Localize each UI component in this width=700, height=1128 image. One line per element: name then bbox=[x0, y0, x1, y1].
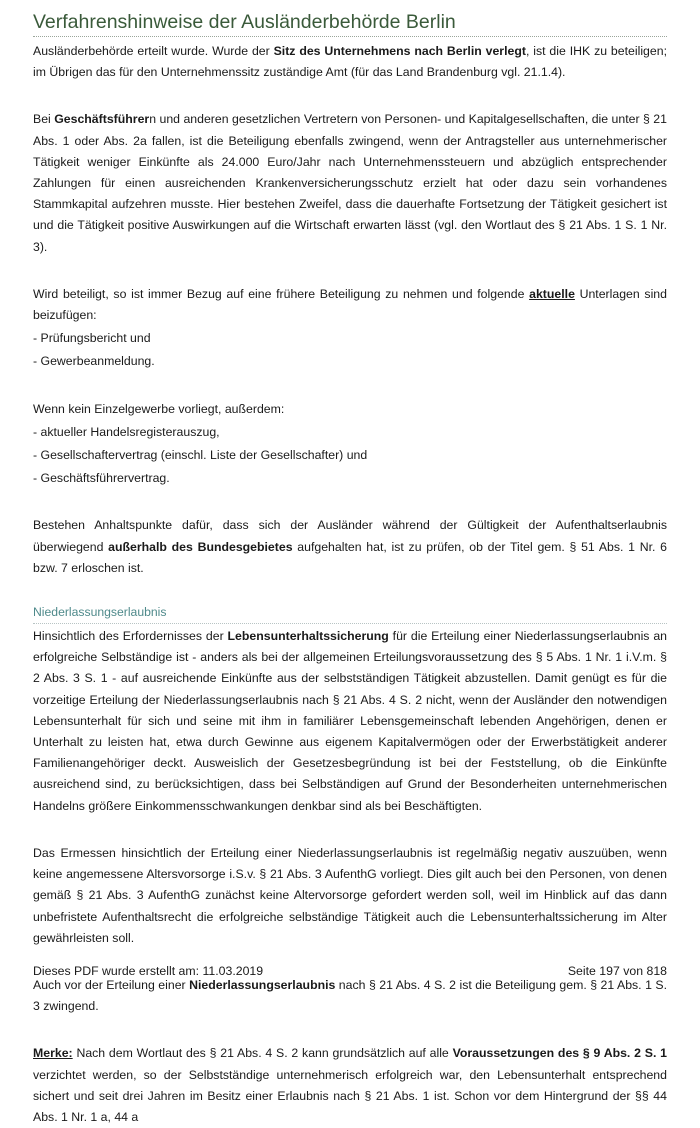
text: aufgehalten hat, ist zu prüfen, ob der Titel gem. § 51 Abs. 1 Nr. 6 bzw. 7 erloschen ist. bbox=[33, 539, 668, 575]
text: verzichtet werden, so der Selbstständige unternehmerisch erfolgreich war, den Lebensunterhalt entsprechend sichert und seit drei Jahren im Besitz einer Erlaubnis nach § 21 Abs. 1 ist. Schon vor dem Hintergrund der §§ 44 Abs. 1 Nr. 1 a, 44 a bbox=[33, 1067, 667, 1124]
emphasis: Voraussetzungen des § 9 Abs. 2 S. 1 bbox=[452, 1046, 667, 1061]
emphasis: Lebensunterhaltssicherung bbox=[227, 629, 389, 644]
list-item: - aktueller Handelsregisterauszug, bbox=[33, 424, 220, 439]
title-divider bbox=[33, 36, 667, 37]
list-item: - Gewerbeanmeldung. bbox=[33, 354, 155, 369]
text: nach § 21 Abs. 4 S. 2 ist die Beteiligung gem. § 21 Abs. 1 S. 3 zwingend. bbox=[33, 977, 667, 1014]
emphasis: Sitz des Unternehmens nach Berlin verlegt bbox=[273, 44, 526, 58]
text: Ausländerbehörde erteilt wurde. Wurde der bbox=[33, 44, 274, 58]
text: Wird beteiligt, so ist immer Bezug auf eine frühere Beteiligung zu nehmen und folgende bbox=[33, 286, 530, 301]
page-number: Seite 197 von 818 bbox=[567, 964, 667, 978]
emphasis: Niederlassungserlaubnis bbox=[189, 977, 336, 992]
page-title: Verfahrenshinweise der Ausländerbehörde Berlin bbox=[33, 11, 456, 33]
paragraph-lebensunterhalt bbox=[33, 626, 667, 817]
paragraph-merke bbox=[33, 1043, 667, 1128]
text: Bestehen Anhaltspunkte dafür, dass sich der Ausländer während der Gültigkeit der Aufenthaltserlaubnis überwiegend bbox=[33, 518, 667, 554]
text: , ist die IHK zu beteiligen; im Übrigen das für den Unternehmenssitz zuständige Amt (für das Land Brandenburg vgl. 21.1.4). bbox=[33, 44, 667, 80]
text: Unterlagen sind beizufügen: bbox=[33, 286, 667, 323]
section-heading: Niederlassungserlaubnis bbox=[33, 605, 167, 620]
paragraph-ermessen: Das Ermessen hinsichtlich der Erteilung einer Niederlassungserlaubnis ist regelmäßig negativ auszuüben, wenn keine angemessene Altersvorsorge i.S.v. § 21 Abs. 3 AufenthG vorliegt. Dies gilt auch bei den Personen, von denen gemäß § 21 Abs. 3 AufenthG zunächst keine Altervorsorge gefordert werden soll, weil im Hinblick auf das dann unbefristete Aufenthaltsrecht die erfolgreiche selbständige Tätigkeit auch die Lebensunterhaltssicherung im Alter gewährleisten soll. bbox=[33, 845, 667, 945]
list-item: - Gesellschaftervertrag (einschl. Liste der Gesellschafter) und bbox=[33, 448, 368, 463]
text: Bei bbox=[33, 112, 55, 127]
paragraph-einzelgewerbe: Wenn kein Einzelgewerbe vorliegt, außerdem: bbox=[33, 401, 285, 416]
paragraph-niederlassung bbox=[33, 975, 667, 1017]
text: Nach dem Wortlaut des § 21 Abs. 4 S. 2 kann grundsätzlich auf alle bbox=[72, 1046, 453, 1061]
emphasis: Geschäftsführer bbox=[54, 112, 150, 127]
list-item: - Prüfungsbericht und bbox=[33, 331, 151, 346]
text: Hinsichtlich des Erfordernisses der bbox=[33, 629, 228, 644]
text: Auch vor der Erteilung einer bbox=[33, 977, 190, 992]
section-divider bbox=[33, 623, 667, 624]
text: für die Erteilung einer Niederlassungserlaubnis an erfolgreiche Selbständige ist - anders als bei der allgemeinen Erteilungsvoraussetzung des § 5 Abs. 1 Nr. 1 i.V.m. § 2 Abs. 3 S. 1 - auf ausreichende Einkünfte aus der selbstständigen Tätigkeit abzustellen. Damit genügt es für die vorzeitige Erteilung der Niederlassungserlaubnis nach § 21 Abs. 4 S. 2 nicht, wenn der Ausländer den notwendigen Lebensunterhalt für sich und seine mit ihm in familiärer Lebensgemeinschaft lebenden Angehörigen, denen er Unterhalt zu leisten hat, etwa durch Gewinne aus eigenem Kapitalvermögen oder der Erwerbstätigkeit anderer Familienangehöriger deckt. Ausweislich der Gesetzesbegründung ist bei der Feststellung, ob die Einkünfte ausreichend sind, zu berücksichtigen, dass bei Selbständigen auf Grund der Besonderheiten unternehmerischen Handelns größere Einkommensschwankungen denkbar sind als bei Beschäftigten. bbox=[33, 629, 667, 813]
text: n und anderen gesetzlichen Vertretern von Personen- und Kapitalgesellschaften, die unter § 21 Abs. 1 oder Abs. 2a fallen, ist die Beteiligung ebenfalls zwingend, wenn der Antragsteller aus unternehmerischer Tätigkeit weniger Einkünfte als 24.000 Euro/Jahr nach Unternehmenssteuern und abzüglich entsprechender Zahlungen für einen ausreichenden Krankenversicherungsschutz erzielt hat oder dazu sein vorhandenes Stammkapital aufzehren musste. Hier bestehen Zweifel, dass die dauerhafte Fortsetzung der Tätigkeit gesichert ist und die Tätigkeit positive Auswirkungen auf die Wirtschaft erwarten lässt (vgl. den Wortlaut des § 21 Abs. 1 S. 1 Nr. 3). bbox=[33, 112, 667, 254]
list-item: - Geschäftsführervertrag. bbox=[33, 471, 170, 486]
paragraph-geschaeftsfuehrer bbox=[33, 109, 667, 257]
paragraph-beteiligung bbox=[33, 284, 667, 326]
emphasis-underlined: aktuelle bbox=[529, 286, 575, 301]
creation-date: Dieses PDF wurde erstellt am: 11.03.2019 bbox=[33, 964, 264, 978]
merke-label: Merke: bbox=[33, 1046, 73, 1061]
emphasis: außerhalb des Bundesgebietes bbox=[108, 539, 293, 554]
paragraph-sitz bbox=[33, 41, 667, 83]
paragraph-aufenthalt bbox=[33, 515, 667, 579]
